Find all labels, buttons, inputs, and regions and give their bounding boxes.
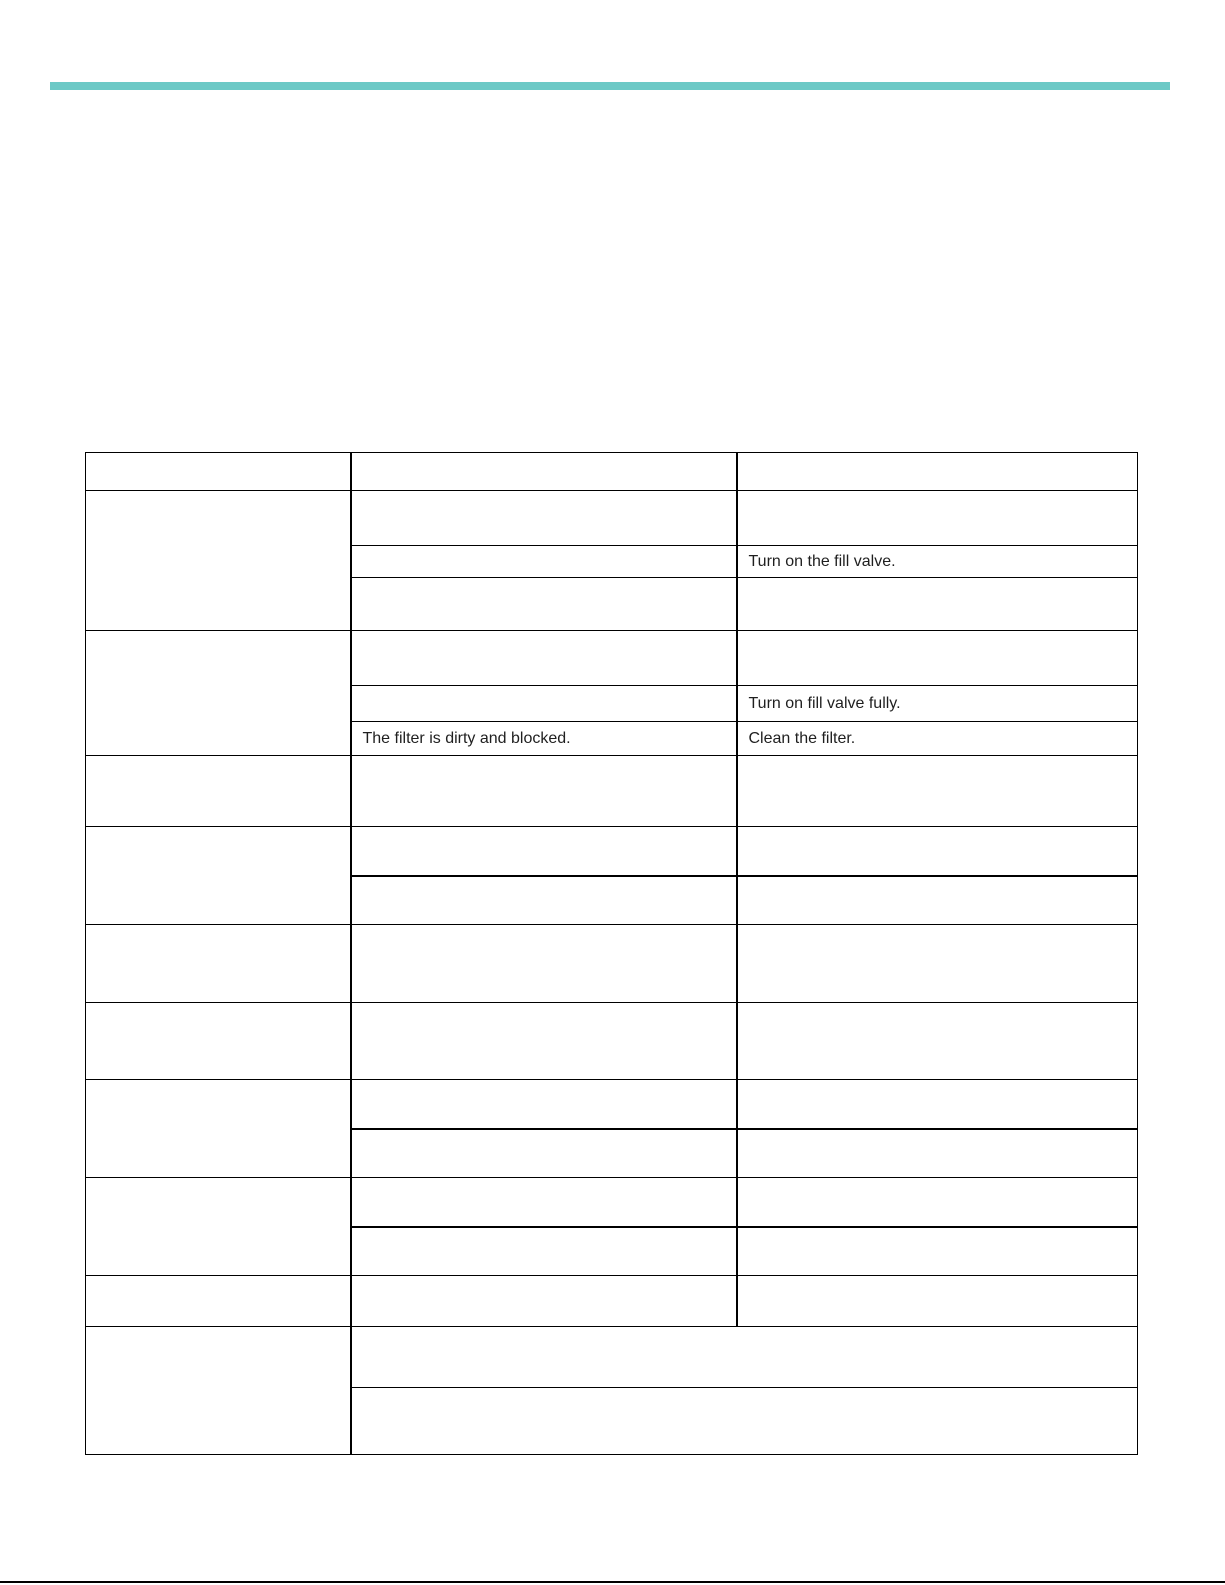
table-cell-solution	[737, 1003, 1138, 1080]
table-row	[86, 1327, 1138, 1388]
table-cell-problem	[86, 1080, 351, 1178]
table-cell-cause	[351, 827, 737, 876]
table-cell-note	[351, 1388, 1138, 1455]
table-cell-problem	[86, 491, 351, 631]
table-row	[86, 925, 1138, 1003]
troubleshooting-table	[85, 452, 1138, 1455]
table-cell-problem	[86, 631, 351, 756]
table-cell	[737, 453, 1138, 491]
table-cell	[86, 453, 351, 491]
table-cell-problem	[86, 1276, 351, 1327]
table-cell-cause	[351, 1276, 737, 1327]
table-cell-solution	[737, 631, 1138, 686]
table-cell-cause: The filter is dirty and blocked.	[351, 722, 737, 756]
table-cell-solution	[737, 756, 1138, 827]
table-cell-solution	[737, 1178, 1138, 1227]
table-row	[86, 827, 1138, 876]
table-row	[86, 1080, 1138, 1129]
table-cell-problem	[86, 1178, 351, 1276]
table-cell-solution	[737, 1227, 1138, 1276]
table-cell-cause	[351, 1080, 737, 1129]
table-cell-cause	[351, 1129, 737, 1178]
table-cell-solution	[737, 1129, 1138, 1178]
table-cell-cause	[351, 631, 737, 686]
table-cell-cause	[351, 546, 737, 578]
table-cell-cause	[351, 491, 737, 546]
table-row	[86, 1276, 1138, 1327]
table-cell-cause	[351, 1178, 737, 1227]
table-cell-solution	[737, 491, 1138, 546]
table-cell-problem	[86, 925, 351, 1003]
table-cell-solution	[737, 1276, 1138, 1327]
table-cell-problem	[86, 1003, 351, 1080]
table-row	[86, 1178, 1138, 1227]
table-cell-cause	[351, 876, 737, 925]
table-cell-solution: Turn on fill valve fully.	[737, 686, 1138, 722]
table-row	[86, 756, 1138, 827]
table-cell-cause	[351, 578, 737, 631]
table-cell-cause	[351, 925, 737, 1003]
table-cell-solution: Turn on the fill valve.	[737, 546, 1138, 578]
table-cell-cause	[351, 1227, 737, 1276]
table-cell-solution	[737, 1080, 1138, 1129]
table-cell-cause	[351, 756, 737, 827]
table-cell-problem	[86, 1327, 351, 1455]
table-header-row	[86, 453, 1138, 491]
header-accent-bar	[50, 82, 1170, 90]
table-cell-problem	[86, 756, 351, 827]
table-row	[86, 1003, 1138, 1080]
table-cell-solution: Clean the filter.	[737, 722, 1138, 756]
table-row	[86, 491, 1138, 546]
table-row	[86, 631, 1138, 686]
table-cell-solution	[737, 876, 1138, 925]
table-cell-problem	[86, 827, 351, 925]
table-cell-cause	[351, 686, 737, 722]
table-cell-note	[351, 1327, 1138, 1388]
footer-rule	[0, 1581, 1225, 1583]
table-cell-cause	[351, 1003, 737, 1080]
table-cell-solution	[737, 578, 1138, 631]
table-cell-solution	[737, 827, 1138, 876]
table-cell	[351, 453, 737, 491]
table-cell-solution	[737, 925, 1138, 1003]
